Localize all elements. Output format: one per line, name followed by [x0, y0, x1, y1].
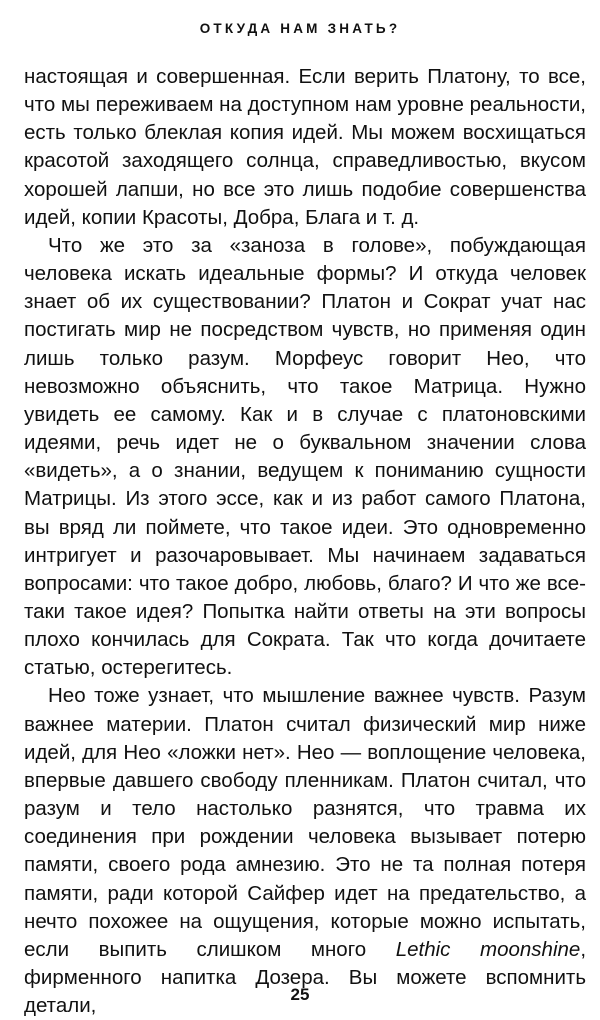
body-text [24, 63, 586, 1020]
paragraph-text-after-italic: , фирменного напитка Дозера. Вы можете вспомнить детали, [24, 937, 587, 1018]
paragraph-text-before-italic: Нео тоже узнает, что мышление важнее чувств. Разум важнее материи. Платон считал физический мир ниже идей, для Нео «ложки нет». Нео — воплощение человека, впервые давшего свободу пленникам. Платон считал, что разум и тело настолько разнятся, что травма их соединения при рождении человека вызывает потерю памяти, своего рода амнезию. Это не та полная потеря памяти, ради которой Сайфер идет на предательство, а нечто похожее на ощущения, которые можно испытать, если выпить слишком много [24, 684, 586, 961]
paragraph-neo-mind-over-matter [24, 682, 586, 1020]
italic-term-lethic-moonshine: Lethic moonshine [395, 937, 581, 961]
paragraph-splinter-in-mind: Что же это за «заноза в голове», побуждающая человека искать идеальные формы? И откуда человек знает об их существовании? Платон и Сократ учат нас постигать мир не посредством чувств, но применяя один лишь только разум. Морфеус говорит Нео, что невозможно объяснить, что такое Матрица. Нужно увидеть ее самому. Как и в случае с платоновскими идеями, речь идет не о буквальном значении слова «видеть», а о знании, ведущем к пониманию сущности Матрицы. Из этого эссе, как и из работ самого Платона, вы вряд ли поймете, что такое идеи. Это одновременно интригует и разочаровывает. Мы начинаем задаваться вопросами: что такое добро, любовь, благо? И что же все-таки такое идея? Попытка найти ответы на эти вопросы плохо кончилась для Сократа. Так что когда дочитаете статью, остерегитесь. [24, 233, 586, 680]
running-header: ОТКУДА НАМ ЗНАТЬ? [199, 21, 401, 36]
page-number: 25 [290, 985, 310, 1004]
paragraph-continuation: настоящая и совершенная. Если верить Платону, то все, что мы переживаем на доступном нам уровне реальности, есть только блеклая копия идей. Мы можем восхищаться красотой заходящего солнца, справедливостью, вкусом хорошей лапши, но все это лишь подобие совершенства идей, копии Красоты, Добра, Блага и т. д. [24, 65, 586, 229]
